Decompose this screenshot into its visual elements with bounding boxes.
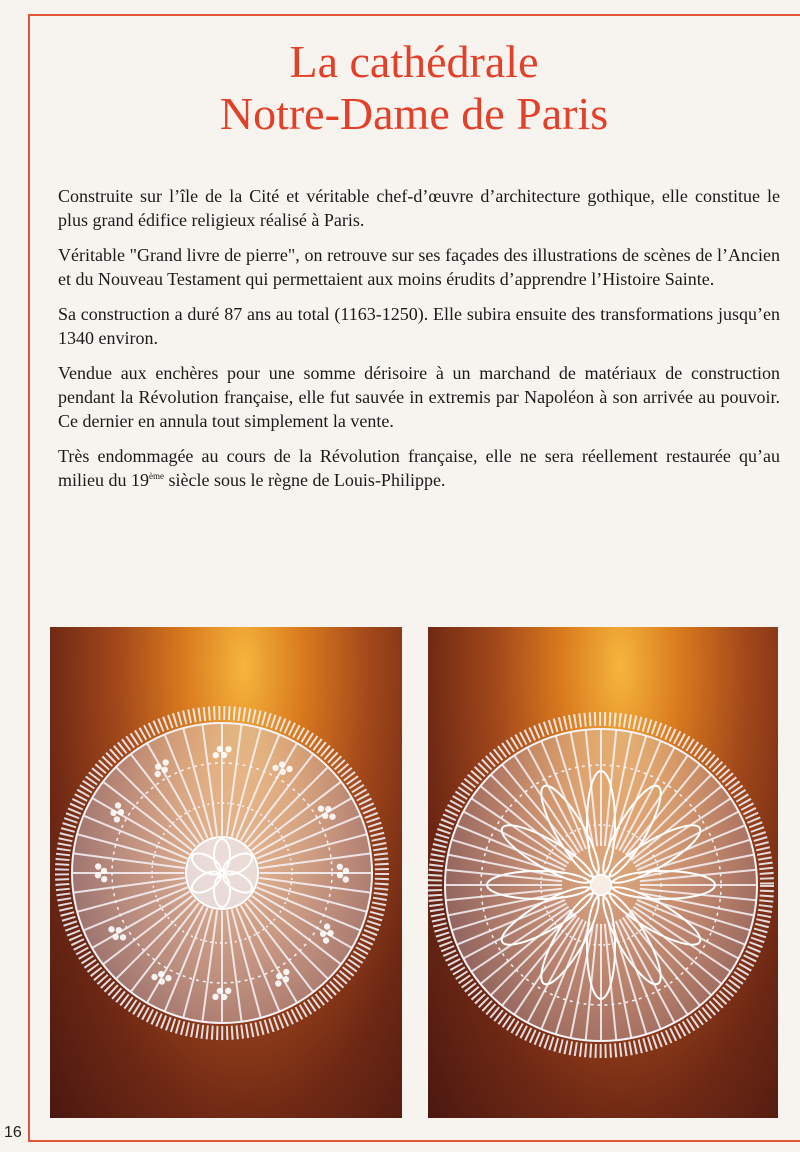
- paragraph-1: Construite sur l’île de la Cité et véritable chef-d’œuvre d’architecture gothique, elle constitue le plus grand édifice religieux réalisé à Paris.: [58, 186, 780, 230]
- article-body: [58, 184, 780, 503]
- paragraph-2: Véritable "Grand livre de pierre", on retrouve sur ses façades des illustrations de scènes de l’Ancien et du Nouveau Testament qui permettaient aux moins érudits d’apprendre l’Histoire Sainte.: [58, 245, 780, 289]
- paragraph-5-text: Très endommagée au cours de la Révolution française, elle ne sera réellement restaurée qu’au milieu du 19: [58, 446, 780, 490]
- paragraph-4: Vendue aux enchères pour une somme dérisoire à un marchand de matériaux de construction pendant la Révolution française, elle fut sauvée in extremis par Napoléon à son arrivée au pouvoir. Ce dernier en annula tout simplement la vente.: [58, 363, 780, 431]
- superscript-eme: ème: [149, 471, 164, 481]
- page-number: 16: [4, 1124, 22, 1141]
- doily-photo-right: [428, 627, 778, 1118]
- paragraph-3: Sa construction a duré 87 ans au total (1163-1250). Elle subira ensuite des transformations jusqu’en 1340 environ.: [58, 304, 780, 348]
- title-line-1: La cathédrale: [289, 36, 539, 87]
- doily-right-image: [428, 627, 778, 1118]
- doily-photo-left: [50, 627, 402, 1118]
- title-line-2: Notre-Dame de Paris: [219, 88, 609, 139]
- paragraph-5: [58, 444, 780, 492]
- page-title: [28, 36, 800, 140]
- paragraph-5-end: siècle sous le règne de Louis-Philippe.: [164, 470, 446, 490]
- doily-left-image: [50, 627, 402, 1118]
